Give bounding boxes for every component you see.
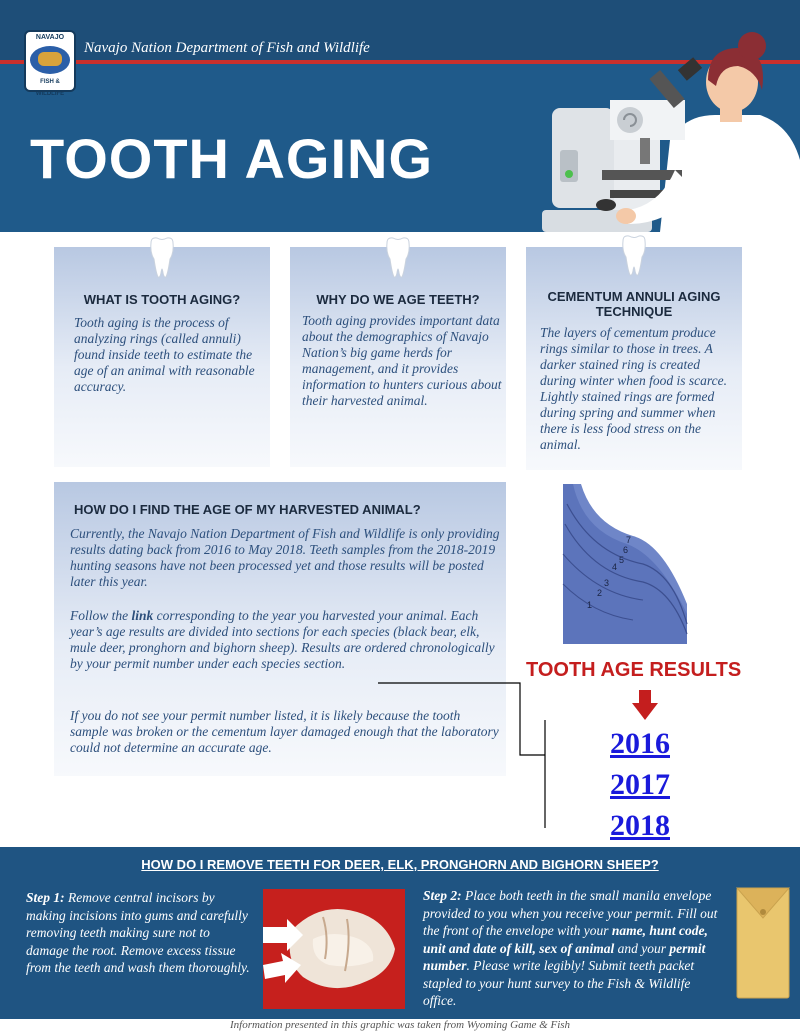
step-2-body: Place both teeth in the small manila envelope provided to you when you receive your permit. Fill out the front of the envelope with your xyxy=(423,888,718,938)
annulus-label-1: 1 xyxy=(587,600,593,610)
annulus-label-5: 5 xyxy=(619,555,625,565)
paragraph-text: corresponding to the year you harvested your animal. Each year’s age results are divided into sections for each species (black bear, elk, mule deer, pronghorn and bighorn sheep). Results are ordered chronologically by your permit number under each species section. xyxy=(70,608,495,671)
what-is-tooth-aging-card xyxy=(54,247,270,467)
logo-top-text: NAVAJO xyxy=(35,34,65,41)
step-2-body: and your xyxy=(614,940,670,956)
logo-animal xyxy=(38,52,62,66)
arrow-down-icon xyxy=(632,690,658,720)
step-2-label: Step 2: xyxy=(423,888,462,903)
step-2-body: . Please write legibly! Submit teeth packet stapled to your hunt survey to the Fish & Wildlife office. xyxy=(423,958,695,1008)
scientist-microscope-illustration xyxy=(510,20,800,232)
cementum-annuli-card xyxy=(526,247,742,470)
manila-envelope-icon xyxy=(735,882,791,1000)
incisor-removal-photo xyxy=(263,889,405,1009)
card-heading: WHAT IS TOOTH AGING? xyxy=(83,292,241,307)
page-title: TOOTH AGING xyxy=(30,127,433,190)
step-2-emphasis: name, hunt code, unit and date of kill, sex of animal xyxy=(423,923,708,956)
find-age-card xyxy=(54,482,506,776)
department-name: Navajo Nation Department of Fish and Wildlife xyxy=(84,40,370,56)
card-body: The layers of cementum produce rings similar to those in trees. A darker stained ring is created during winter when food is scarce. Lightly stained rings are formed during spring and summer when there is less food stress on the animal. xyxy=(540,325,727,452)
results-link-2018[interactable]: 2018 xyxy=(610,809,670,842)
tooth-removal-panel xyxy=(0,847,800,1019)
source-footer: Information presented in this graphic was taken from Wyoming Game & Fish xyxy=(229,1019,571,1031)
step-1-label: Step 1: xyxy=(26,890,65,905)
tooth-icon xyxy=(619,235,649,277)
card-body: Tooth aging provides important data about the demographics of Navajo Nation’s big game herds for management, and it provides information to hunters curious about their harvested animal. xyxy=(302,313,502,408)
paragraph-text: Follow the xyxy=(70,608,132,623)
step-2-text xyxy=(423,887,725,1010)
annulus-label-4: 4 xyxy=(612,562,618,572)
card-heading: CEMENTUM ANNULI AGING TECHNIQUE xyxy=(547,289,721,319)
removal-heading: HOW DO I REMOVE TEETH FOR DEER, ELK, PRONGHORN AND BIGHORN SHEEP? xyxy=(141,857,659,872)
annulus-label-2: 2 xyxy=(597,588,603,598)
card-paragraph-2 xyxy=(70,608,500,672)
annulus-label-3: 3 xyxy=(604,578,610,588)
tooth-icon xyxy=(147,237,177,279)
annulus-label-7: 7 xyxy=(626,535,632,545)
card-paragraph-3: If you do not see your permit number listed, it is likely because the tooth sample was broken or the cementum layer damaged enough that the laboratory could not determine an accurate age. xyxy=(70,708,499,755)
annulus-label-6: 6 xyxy=(623,545,629,555)
tooth-age-results-title: TOOTH AGE RESULTS xyxy=(526,659,742,681)
why-age-teeth-card xyxy=(290,247,506,467)
results-link-2017[interactable]: 2017 xyxy=(610,768,670,801)
card-heading: WHY DO WE AGE TEETH? xyxy=(316,292,480,307)
header-banner xyxy=(0,0,800,232)
step-1-body: Remove central incisors by making incisions into gums and carefully removing teeth making sure not to damage the root. Remove excess tissue from the teeth and wash them thoroughly. xyxy=(26,890,250,975)
card-body: Tooth aging is the process of analyzing rings (called annuli) found inside teeth to estimate the age of an animal with reasonable accuracy. xyxy=(74,315,255,394)
tooth-icon xyxy=(383,237,413,279)
step-2-emphasis: permit number xyxy=(423,940,706,973)
link-word: link xyxy=(131,608,154,623)
card-paragraph-1: Currently, the Navajo Nation Department of Fish and Wildlife is only providing results dating back from 2016 to May 2018. Teeth samples from the 2018-2019 hunting seasons have not been processed yet and those results will be posted later this year. xyxy=(70,526,500,589)
navajo-fish-wildlife-logo xyxy=(24,30,76,97)
cementum-micrograph xyxy=(563,484,687,644)
step-1-text xyxy=(26,889,252,977)
results-link-2016[interactable]: 2016 xyxy=(610,727,670,760)
card-heading: HOW DO I FIND THE AGE OF MY HARVESTED ANIMAL? xyxy=(74,502,421,517)
logo-bottom-text: FISH & WILDLIFE xyxy=(35,79,65,97)
